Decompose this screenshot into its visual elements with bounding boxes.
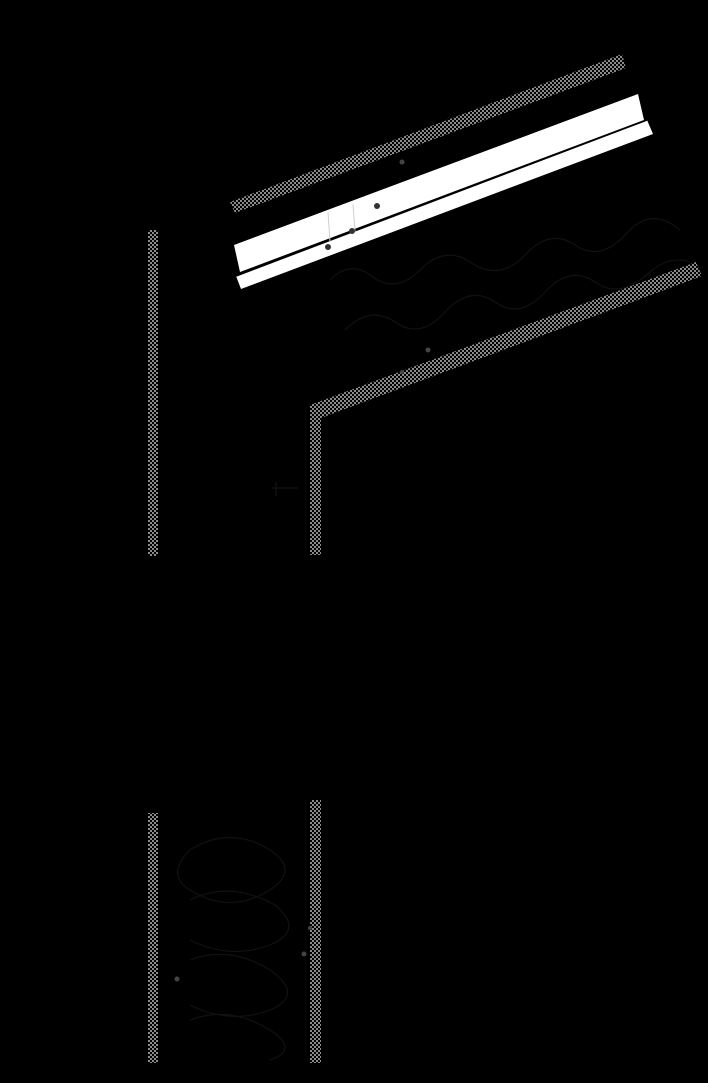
- right-wall-lower-hatch: [310, 800, 321, 1063]
- reference-point: [308, 926, 312, 930]
- left-wall-upper-hatch: [148, 230, 158, 556]
- reference-point: [374, 203, 380, 209]
- reference-point: [349, 228, 355, 234]
- reference-point: [175, 977, 180, 982]
- reference-point: [426, 348, 431, 353]
- reference-point: [302, 952, 307, 957]
- reference-point: [325, 244, 331, 250]
- left-wall-lower-hatch: [148, 813, 158, 1063]
- reference-point: [400, 160, 405, 165]
- reference-point: [400, 370, 404, 374]
